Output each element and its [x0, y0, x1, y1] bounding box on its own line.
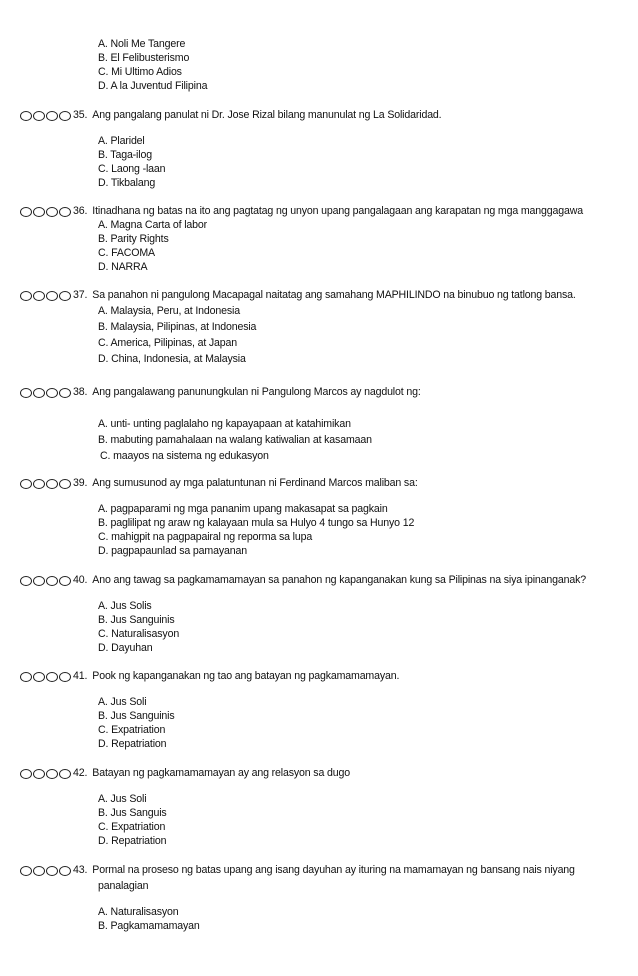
- choice-item: A. Naturalisasyon: [98, 906, 179, 918]
- choice-item: C. mahigpit na pagpapairal ng reporma sa lupa: [98, 531, 313, 543]
- question-row: [20, 109, 441, 122]
- choice-item: A. Jus Soli: [98, 696, 147, 708]
- question-number: 39.: [73, 477, 88, 489]
- question-text: Ang pangalang panulat ni Dr. Jose Rizal bilang manunulat ng La Solidaridad.: [92, 109, 442, 121]
- choice-item: D. China, Indonesia, at Malaysia: [98, 353, 246, 365]
- answer-bubbles[interactable]: [20, 672, 71, 682]
- question-number: 40.: [73, 574, 88, 586]
- answer-bubbles[interactable]: [20, 479, 71, 489]
- choice-item: A. Jus Solis: [98, 600, 152, 612]
- choice-item: B. paglilipat ng araw ng kalayaan mula sa Hulyo 4 tungo sa Hunyo 12: [98, 517, 415, 529]
- question-number: 38.: [73, 386, 88, 398]
- question-row: [20, 864, 575, 877]
- bubble-a[interactable]: [20, 576, 32, 586]
- choice-item: A. Magna Carta of labor: [98, 219, 208, 231]
- question-text: Ang pangalawang panunungkulan ni Pangulong Marcos ay nagdulot ng:: [92, 386, 421, 398]
- question-row: [20, 767, 350, 780]
- choice-item: C. Mi Ultimo Adios: [98, 66, 182, 78]
- choice-item: C. Expatriation: [98, 821, 166, 833]
- question-text: Batayan ng pagkamamamayan ay ang relasyon sa dugo: [92, 767, 350, 779]
- question-row: [20, 574, 586, 587]
- choice-item: B. Pagkamamamayan: [98, 920, 200, 932]
- bubble-d[interactable]: [59, 111, 71, 121]
- choice-item: D. NARRA: [98, 261, 148, 273]
- question-number: 42.: [73, 767, 88, 779]
- question-text: Sa panahon ni pangulong Macapagal naitatag ang samahang MAPHILINDO na binubuo ng tatlong bansa.: [92, 289, 576, 301]
- answer-bubbles[interactable]: [20, 866, 71, 876]
- bubble-b[interactable]: [33, 388, 45, 398]
- bubble-b[interactable]: [33, 291, 45, 301]
- choice-item: D. Tikbalang: [98, 177, 156, 189]
- bubble-a[interactable]: [20, 207, 32, 217]
- question-number: 35.: [73, 109, 88, 121]
- question-number: 36.: [73, 205, 88, 217]
- question-row: [20, 289, 576, 302]
- question-text: Ano ang tawag sa pagkamamamayan sa panahon ng kapanganakan kung sa Pilipinas na siya ipinanganak?: [92, 574, 587, 586]
- question-row: [20, 670, 399, 683]
- bubble-a[interactable]: [20, 672, 32, 682]
- bubble-d[interactable]: [59, 479, 71, 489]
- bubble-b[interactable]: [33, 207, 45, 217]
- bubble-b[interactable]: [33, 866, 45, 876]
- bubble-a[interactable]: [20, 111, 32, 121]
- question-text: Pook ng kapanganakan ng tao ang batayan ng pagkamamamayan.: [92, 670, 400, 682]
- choice-item: B. Parity Rights: [98, 233, 169, 245]
- bubble-d[interactable]: [59, 576, 71, 586]
- question-text: Ang sumusunod ay mga palatuntunan ni Ferdinand Marcos maliban sa:: [92, 477, 418, 489]
- bubble-a[interactable]: [20, 769, 32, 779]
- choice-item: C. FACOMA: [98, 247, 155, 259]
- choice-item: C. Naturalisasyon: [98, 628, 180, 640]
- bubble-b[interactable]: [33, 576, 45, 586]
- choice-item: C. America, Pilipinas, at Japan: [98, 337, 238, 349]
- bubble-c[interactable]: [46, 388, 58, 398]
- bubble-a[interactable]: [20, 479, 32, 489]
- bubble-d[interactable]: [59, 291, 71, 301]
- question-number: 37.: [73, 289, 88, 301]
- choice-item: B. mabuting pamahalaan na walang katiwalian at kasamaan: [98, 434, 372, 446]
- question-number: 41.: [73, 670, 88, 682]
- question-row: [20, 477, 418, 490]
- choice-item: B. El Felibusterismo: [98, 52, 190, 64]
- bubble-c[interactable]: [46, 866, 58, 876]
- bubble-b[interactable]: [33, 769, 45, 779]
- choice-item: B. Jus Sanguinis: [98, 614, 175, 626]
- choice-item: C. maayos na sistema ng edukasyon: [100, 450, 269, 462]
- choice-item: A. unti- unting paglalaho ng kapayapaan at katahimikan: [98, 418, 351, 430]
- choice-item: A. pagpaparami ng mga pananim upang makasapat sa pagkain: [98, 503, 388, 515]
- bubble-c[interactable]: [46, 576, 58, 586]
- answer-bubbles[interactable]: [20, 111, 71, 121]
- answer-bubbles[interactable]: [20, 207, 71, 217]
- bubble-c[interactable]: [46, 291, 58, 301]
- choice-item: D. A la Juventud Filipina: [98, 80, 208, 92]
- choice-item: D. Dayuhan: [98, 642, 153, 654]
- bubble-d[interactable]: [59, 388, 71, 398]
- bubble-b[interactable]: [33, 672, 45, 682]
- bubble-b[interactable]: [33, 111, 45, 121]
- bubble-d[interactable]: [59, 769, 71, 779]
- choice-item: B. Jus Sanguinis: [98, 710, 175, 722]
- bubble-d[interactable]: [59, 207, 71, 217]
- bubble-a[interactable]: [20, 866, 32, 876]
- question-row: [20, 205, 583, 218]
- question-text: Pormal na proseso ng batas upang ang isang dayuhan ay ituring na mamamayan ng bansang nais niyang: [92, 864, 575, 876]
- choice-item: D. Repatriation: [98, 738, 167, 750]
- choice-item: B. Jus Sanguis: [98, 807, 167, 819]
- answer-bubbles[interactable]: [20, 769, 71, 779]
- choice-item: D. Repatriation: [98, 835, 167, 847]
- bubble-c[interactable]: [46, 207, 58, 217]
- choice-item: A. Malaysia, Peru, at Indonesia: [98, 305, 240, 317]
- bubble-a[interactable]: [20, 291, 32, 301]
- answer-bubbles[interactable]: [20, 576, 71, 586]
- answer-bubbles[interactable]: [20, 291, 71, 301]
- choice-item: A. Noli Me Tangere: [98, 38, 186, 50]
- choice-item: D. pagpapaunlad sa pamayanan: [98, 545, 247, 557]
- question-number: 43.: [73, 864, 88, 876]
- choice-item: B. Taga-ilog: [98, 149, 152, 161]
- bubble-a[interactable]: [20, 388, 32, 398]
- bubble-c[interactable]: [46, 479, 58, 489]
- bubble-c[interactable]: [46, 672, 58, 682]
- bubble-c[interactable]: [46, 111, 58, 121]
- bubble-b[interactable]: [33, 479, 45, 489]
- choice-item: C. Expatriation: [98, 724, 166, 736]
- choice-item: B. Malaysia, Pilipinas, at Indonesia: [98, 321, 257, 333]
- answer-bubbles[interactable]: [20, 388, 71, 398]
- question-row: [20, 386, 421, 399]
- choice-item: A. Jus Soli: [98, 793, 147, 805]
- bubble-d[interactable]: [59, 866, 71, 876]
- bubble-d[interactable]: [59, 672, 71, 682]
- question-text-continuation: panalagian: [98, 880, 149, 892]
- choice-item: C. Laong -laan: [98, 163, 166, 175]
- bubble-c[interactable]: [46, 769, 58, 779]
- choice-item: A. Plaridel: [98, 135, 145, 147]
- question-text: Itinadhana ng batas na ito ang pagtatag ng unyon upang pangalagaan ang karapatan ng mga manggagawa: [92, 205, 583, 217]
